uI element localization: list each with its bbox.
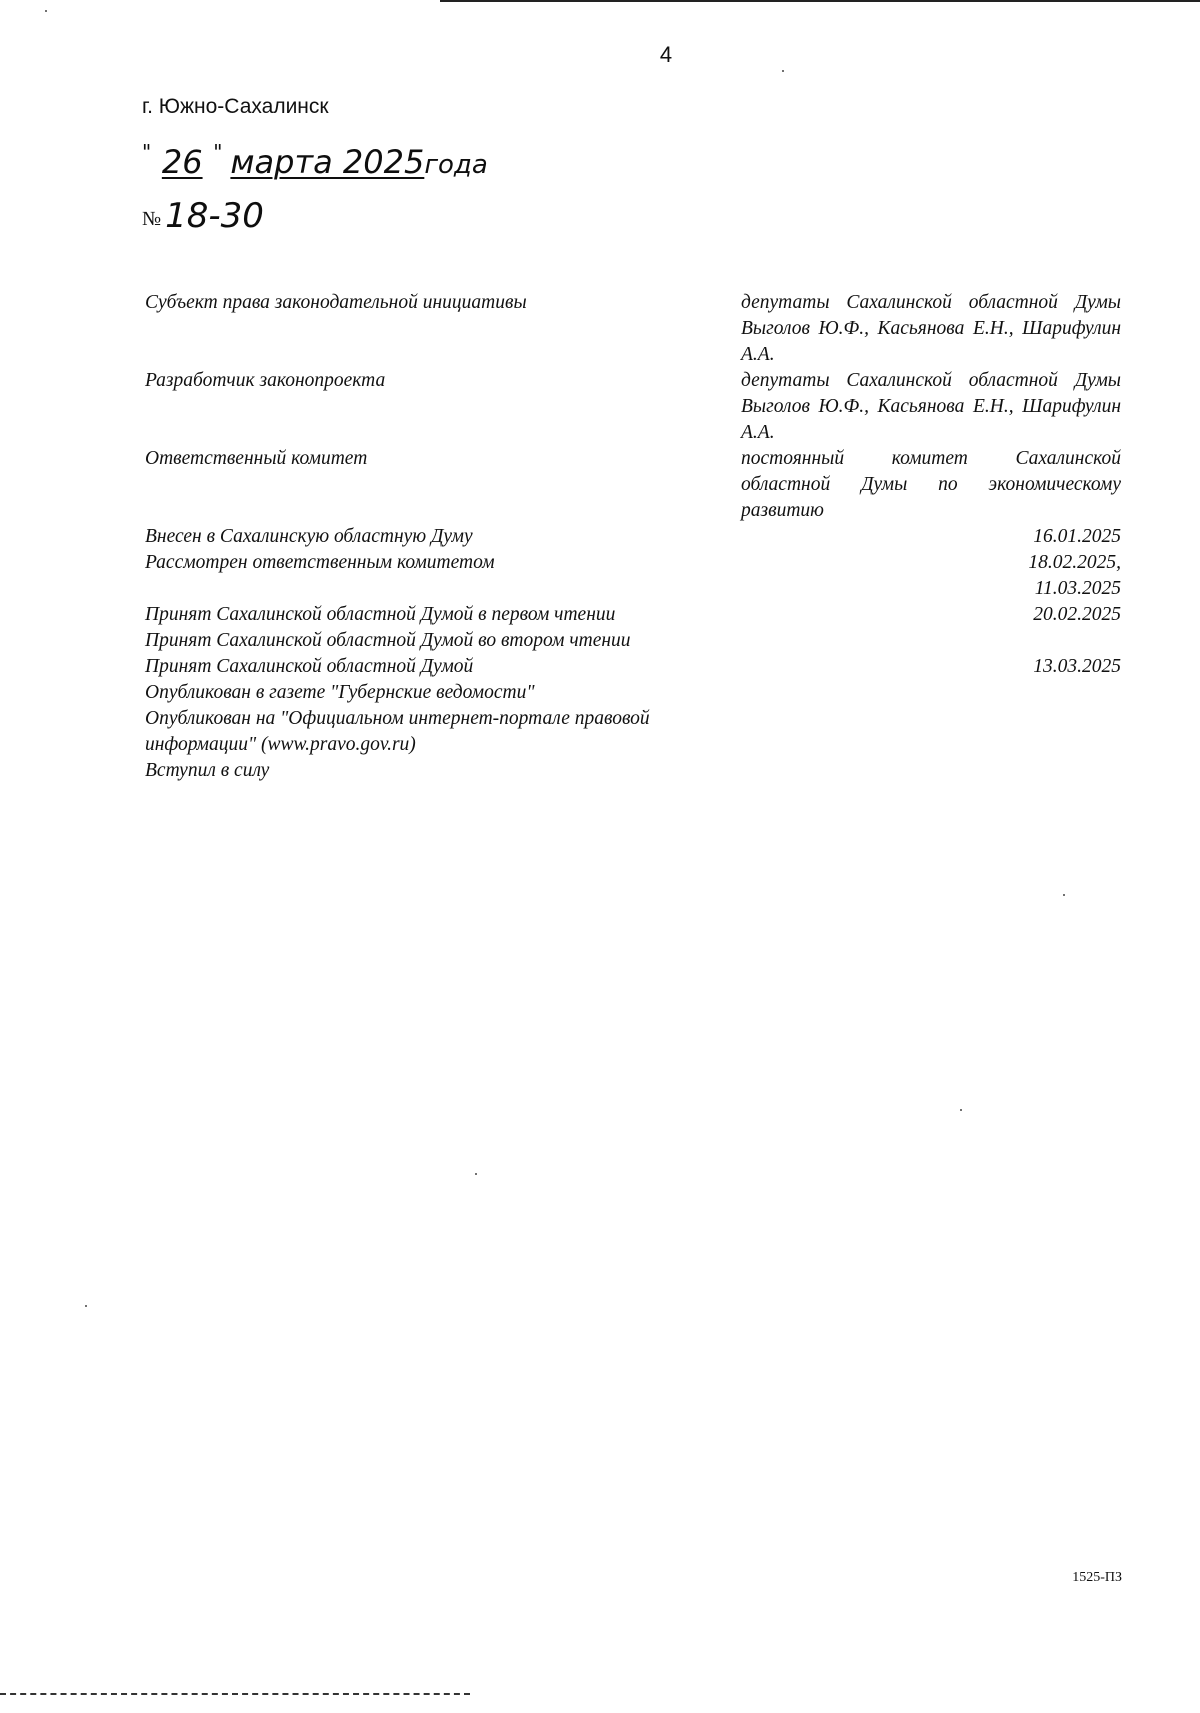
history-row — [145, 758, 1121, 784]
history-label: Внесен в Сахалинскую областную Думу — [145, 526, 473, 547]
history-row — [145, 550, 1121, 602]
history-label: Вступил в силу — [145, 760, 270, 781]
history-value: депутаты Сахалинской областной Думы Выголов Ю.Ф., Касьянова Е.Н., Шарифулин А.А. — [741, 370, 1121, 443]
history-label: Разработчик законопроекта — [145, 370, 386, 391]
history-label: Ответственный комитет — [145, 448, 368, 469]
legislative-history-table — [145, 290, 1121, 784]
scan-speck — [1063, 894, 1065, 896]
history-row — [145, 680, 1121, 706]
history-date — [741, 680, 1121, 706]
scan-speck — [475, 1173, 477, 1175]
history-label: Опубликован на "Официальном интернет-портале правовой информации" (www.pravo.gov.ru) — [145, 708, 650, 755]
date-open-quote: " — [142, 140, 152, 164]
history-value: депутаты Сахалинской областной Думы Выголов Ю.Ф., Касьянова Е.Н., Шарифулин А.А. — [741, 292, 1121, 365]
document-number — [142, 196, 264, 236]
date-year-suffix: года — [424, 150, 488, 180]
scan-speck — [45, 10, 47, 12]
history-row — [145, 290, 1121, 368]
history-row — [145, 654, 1121, 680]
history-date: 18.02.2025, 11.03.2025 — [1028, 552, 1121, 599]
date-close-quote: " — [213, 140, 223, 164]
number-value: 18-30 — [165, 196, 264, 236]
history-row — [145, 368, 1121, 446]
handwritten-date — [142, 140, 488, 181]
bottom-edge-rule — [0, 1693, 470, 1695]
history-row — [145, 524, 1121, 550]
history-date — [741, 758, 1121, 784]
history-row — [145, 602, 1121, 628]
city-line: г. Южно-Сахалинск — [142, 95, 329, 118]
history-date — [741, 706, 1121, 758]
history-label: Рассмотрен ответственным комитетом — [145, 552, 495, 573]
history-date — [741, 628, 1121, 654]
history-value: постоянный комитет Сахалинской областной Думы по экономическому развитию — [741, 448, 1121, 521]
history-date: 16.01.2025 — [1033, 526, 1121, 547]
history-label: Субъект права законодательной инициативы — [145, 292, 527, 313]
number-sign: № — [142, 208, 162, 230]
scan-speck — [782, 70, 784, 72]
scan-speck — [960, 1109, 962, 1111]
history-label: Принят Сахалинской областной Думой в первом чтении — [145, 604, 616, 625]
date-day: 26 — [161, 143, 203, 181]
history-row — [145, 706, 1121, 758]
history-label: Опубликован в газете "Губернские ведомости" — [145, 682, 535, 703]
date-month-year: марта 2025 — [230, 143, 425, 181]
history-row — [145, 446, 1121, 524]
history-row — [145, 628, 1121, 654]
history-date: 13.03.2025 — [1033, 656, 1121, 677]
scan-speck — [85, 1305, 87, 1307]
document-code: 1525-ПЗ — [1072, 1570, 1122, 1585]
top-edge-rule — [440, 0, 1200, 2]
history-date: 20.02.2025 — [1033, 604, 1121, 625]
page-number: 4 — [659, 42, 673, 67]
history-label: Принят Сахалинской областной Думой — [145, 656, 474, 677]
history-label: Принят Сахалинской областной Думой во втором чтении — [145, 630, 631, 651]
